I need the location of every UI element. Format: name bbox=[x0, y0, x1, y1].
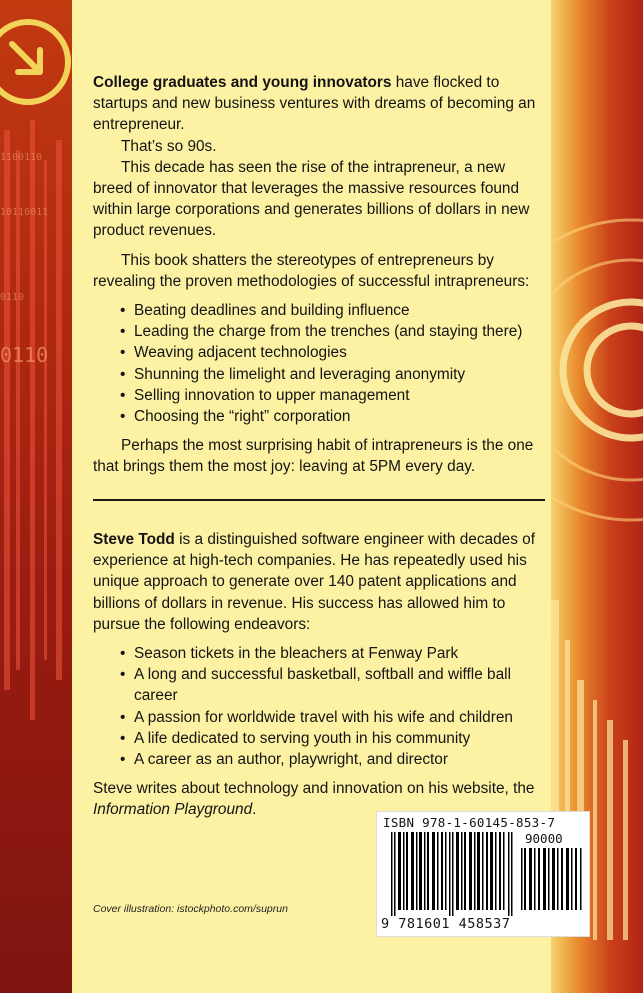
intro-lead-rest: have flocked to startups and new business ventures with dreams of becoming an entrepreneur. bbox=[93, 74, 536, 134]
author-name: Steve Todd bbox=[93, 531, 175, 548]
intro-paragraph-2: That’s so 90s. bbox=[121, 137, 217, 155]
cover-illustration-credit: Cover illustration: istockphoto.com/suprun bbox=[93, 903, 288, 915]
price-bars bbox=[521, 848, 583, 910]
list-item: • Choosing the “right” corporation bbox=[120, 406, 548, 427]
arrow-icon bbox=[12, 44, 40, 72]
list-item: • A passion for worldwide travel with his wife and children bbox=[120, 707, 548, 728]
list-item: • Beating deadlines and building influence bbox=[120, 300, 548, 321]
author-section bbox=[93, 529, 548, 821]
isbn-barcode bbox=[376, 811, 590, 937]
list-item: • Leading the charge from the trenches (and staying there) bbox=[120, 321, 548, 342]
author-endeavors-list bbox=[93, 643, 548, 770]
intro-paragraph-4: This book shatters the stereotypes of entrepreneurs by revealing the proven methodologies of successful intrapreneurs: bbox=[93, 251, 530, 290]
svg-text:0110: 0110 bbox=[0, 343, 49, 367]
intrapreneur-bullet-list bbox=[93, 300, 548, 427]
intro-lead-paragraph bbox=[93, 72, 548, 136]
author-bio: is a distinguished software engineer with decades of experience at high-tech companies. He has repeatedly used his unique approach to generate over 140 patent applications and billions of dollars in revenue. His success has allowed him to pursue the following endeavors: bbox=[93, 531, 535, 633]
closing-end: . bbox=[252, 801, 257, 819]
intro-section bbox=[93, 72, 548, 478]
list-item: • A long and successful basketball, softball and wiffle ball career bbox=[120, 664, 548, 706]
intro-paragraph-3: This decade has seen the rise of the intrapreneur, a new breed of innovator that leverages the massive resources found within large corporations and generates billions of dollars in new product revenues. bbox=[93, 158, 530, 240]
svg-text:0110: 0110 bbox=[0, 292, 25, 303]
intro-paragraph-5: Perhaps the most surprising habit of intrapreneurs is the one that brings them the most joy: leaving at 5PM every day. bbox=[93, 437, 534, 476]
left-decor-art bbox=[0, 0, 72, 993]
author-bio-paragraph bbox=[93, 529, 548, 635]
svg-text:1100110: 1100110 bbox=[0, 152, 43, 163]
list-item: • Season tickets in the bleachers at Fenway Park bbox=[120, 643, 548, 664]
list-item: • Weaving adjacent technologies bbox=[120, 342, 548, 363]
price-code: 90000 bbox=[525, 831, 563, 846]
website-name: Information Playground bbox=[93, 801, 253, 819]
ean-digits: 9 781601 458537 bbox=[381, 916, 511, 932]
closing-text: Steve writes about technology and innovation on his website, the bbox=[93, 780, 535, 798]
list-item: • Shunning the limelight and leveraging anonymity bbox=[120, 364, 548, 385]
intro-lead-bold: College graduates and young innovators bbox=[93, 74, 392, 91]
left-decorative-strip bbox=[0, 0, 72, 993]
isbn-number: ISBN 978-1-60145-853-7 bbox=[383, 815, 556, 830]
section-divider bbox=[93, 499, 545, 501]
list-item: • Selling innovation to upper management bbox=[120, 385, 548, 406]
ean-bars bbox=[391, 832, 517, 916]
svg-text:10110011: 10110011 bbox=[0, 207, 49, 218]
list-item: • A life dedicated to serving youth in his community bbox=[120, 728, 548, 749]
list-item: • A career as an author, playwright, and director bbox=[120, 749, 548, 770]
